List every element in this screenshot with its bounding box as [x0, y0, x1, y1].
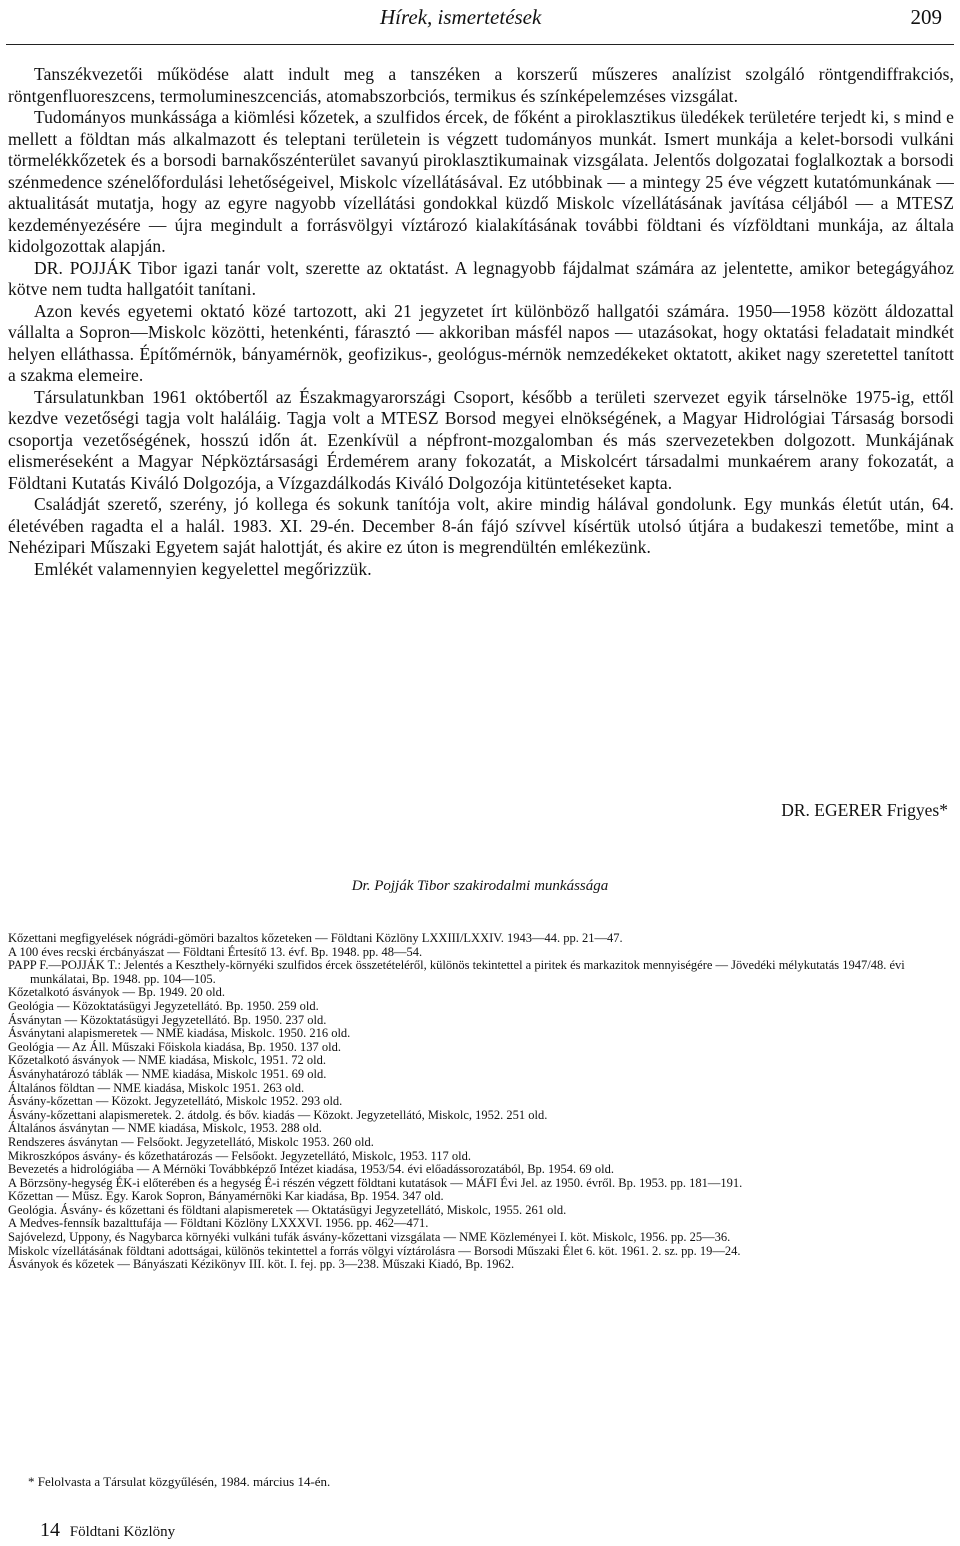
footer-journal: Földtani Közlöny [69, 1524, 176, 1540]
bibliography-entry: Kőzetalkotó ásványok — NME kiadása, Miskolc, 1951. 72 old. [8, 1053, 327, 1068]
bibliography-entry: Általános ásványtan — NME kiadása, Miskolc, 1953. 288 old. [8, 1121, 322, 1136]
paragraph: Emlékét valamennyien kegyelettel megőrizzük. [34, 558, 372, 579]
bibliography-entry: Általános földtan — NME kiadása, Miskolc 1951. 263 old. [8, 1080, 305, 1095]
bibliography-entry: Bevezetés a hidrológiába — A Mérnöki Továbbképző Intézet kiadása, 1953/54. évi előadássorozatából, Bp. 1954. 69 old. [8, 1162, 615, 1177]
bibliography-entry: Miskolc vízellátásának földtani adottságai, különös tekintettel a forrás völgyi víztárolásra — Borsodi Műszaki Élet 6. köt. 1961. 2. sz. pp. 19—24. [8, 1243, 741, 1258]
bibliography-entry: A 100 éves recski ércbányászat — Földtani Értesítő 13. évf. Bp. 1948. pp. 48—54. [8, 944, 423, 959]
page-number: 209 [910, 5, 942, 29]
bibliography-entry: Ásványhatározó táblák — NME kiadása, Miskolc 1951. 69 old. [8, 1066, 327, 1081]
bibliography-entry: Kőzettan — Műsz. Egy. Karok Sopron, Bányamérnöki Kar kiadása, Bp. 1954. 347 old. [8, 1189, 444, 1204]
bibliography-entry: Ásványtan — Közoktatásügyi Jegyzetellátó. Bp. 1950. 237 old. [8, 1012, 327, 1027]
bibliography-title: Dr. Pojják Tibor szakirodalmi munkássága [351, 878, 609, 894]
bibliography-entry: Sajóvelezd, Uppony, és Nagybarca környéki vulkáni tufák ásvány-kőzettani vizsgálata — NME Közleményei I. köt. Miskolc, 1956. pp. 25—36. [8, 1230, 731, 1245]
bibliography-entry: Mikroszkópos ásvány- és kőzethatározás — Felsőokt. Jegyzetellátó, Miskolc, 1953. 117 old. [8, 1148, 471, 1163]
paragraph: Azon kevés egyetemi oktató közé tartozott, aki 21 jegyzetet írt különböző hallgatói számára. 1950—1958 között áldozattal vállalta a Sopron—Miskolc közötti, hetenkénti, fárasztó — akkoriban másfél napos — utazásokat, hogy oktatási feladatait mindkét helyen elláthassa. Építőmérnök, bányamérnök, geofizikus-, geológus-mérnök nemzedékeket oktatott, akiket nagy szeretettel tanított a szakma elemeire. [8, 300, 954, 385]
paragraph: DR. POJJÁK Tibor igazi tanár volt, szerette az oktatást. A legnagyobb fájdalmat számára az jelentette, amikor betegágyához kötve nem tudta hallgatóit tanítani. [8, 257, 954, 299]
bibliography-entry: Geológia. Ásvány- és kőzettani és földtani alapismeretek — Oktatásügyi Jegyzetellátó, Miskolc, 1955. 261 old. [8, 1202, 567, 1217]
footnote: * Felolvasta a Társulat közgyűlésén, 1984. március 14-én. [28, 1474, 331, 1489]
bibliography-entry: Rendszeres ásványtan — Felsőokt. Jegyzetellátó, Miskolc 1953. 260 old. [8, 1134, 374, 1149]
paragraph: Tudományos munkássága a kiömlési kőzetek, a szulfidos ércek, de főként a piroklasztikus üledékek területére terjedt ki, s mind e mellett a földtan más alkalmazott és teleptani területein is végzett tudományos munkát. Ismert munkája a kelet-borsodi vulkáni törmelékkőzetek és a borsodi barnakőszénterület savanyú piroklasztikumainak vizsgálata. Jelentős dolgozatai foglalkoztak a borsodi szénmedence szénelőfordulási lehetőségeivel, Miskolc vízellátásával. Ez utóbbinak — a mintegy 25 éve végzett kutatómunkának — aktualitását mutatja, hogy az egyre nagyobb vízellátási gondokkal küzdő Miskolc vízellátásának javítása céljából — a MTESZ kezdeményezésére — újra megindult a forrásvölgyi víztározó kialakításának további földtani és vízföldtani munkája, az általa kidolgozottak alapján. [8, 107, 954, 256]
article-body [8, 64, 954, 580]
paragraph: Családját szerető, szerény, jó kollega és sokunk tanítója volt, akire mindig hálával gondolunk. Egy munkás életút után, 64. életévében ragadta el a halál. 1983. XI. 29-én. December 8-án fájó szívvel kísértük utolsó útjára a budakeszi temetőbe, mint a Nehézipari Műszaki Egyetem saját halottját, és akire ez úton is megrendültén emlékezünk. [8, 494, 954, 557]
bibliography-entry: A Börzsöny-hegység ÉK-i előterében és a hegység É-i részén végzett földtani kutatások — MÁFI Évi Jel. az 1950. évről. Bp. 1953. pp. 181—191. [8, 1175, 743, 1190]
bibliography-entry: Kőzetalkotó ásványok — Bp. 1949. 20 old. [8, 985, 225, 1000]
paragraph: Tanszékvezetői működése alatt indult meg a tanszéken a korszerű műszeres analízist szolgáló röntgendiffrakciós, röntgenfluoreszcens, termolumineszcenciás, atomabszorbciós, termikus és színképelemzéses vizsgálat. [8, 64, 954, 106]
bibliography-entry: Ásványtani alapismeretek — NME kiadása, Miskolc. 1950. 216 old. [8, 1026, 351, 1041]
bibliography-entry: Ásványok és kőzetek — Bányászati Kézikönyv III. köt. I. fej. pp. 3—238. Műszaki Kiadó, Bp. 1962. [8, 1257, 515, 1272]
page-footer [40, 1519, 175, 1542]
bibliography-entry: Ásvány-kőzettan — Közokt. Jegyzetellátó, Miskolc 1952. 293 old. [8, 1094, 343, 1109]
bibliography-entry: Geológia — Közoktatásügyi Jegyzetellátó. Bp. 1950. 259 old. [8, 998, 319, 1013]
bibliography-entry: Ásvány-kőzettani alapismeretek. 2. átdolg. és bőv. kiadás — Közokt. Jegyzetellátó, Miskolc, 1952. 251 old. [8, 1107, 548, 1122]
paragraph: Társulatunkban 1961 októbertől az Északmagyarországi Csoport, később a területi szervezet egyik társelnöke 1975-ig, ettől kezdve vezetőségi tagja volt haláláig. Tagja volt a MTESZ Borsod megyei elnökségének, a Magyar Hidrológiai Társaság borsodi csoportja vezetőségének, hosszú időn át. Ezenkívül a népfront-mozgalomban és más szervezetekben dolgozott. Munkájának elismeréseként a Magyar Népköztársasági Érdemérem arany fokozatát, a Miskolcért társadalmi munkaérem arany fokozatát, a Földtani Kutatás Kiváló Dolgozója, a Vízgazdálkodás Kiváló Dolgozója kitüntetéseket kapta. [8, 386, 954, 493]
bibliography-entry: Geológia — Az Áll. Műszaki Főiskola kiadása, Bp. 1950. 137 old. [8, 1039, 341, 1054]
footer-number: 14 [40, 1519, 60, 1541]
bibliography-list [8, 932, 953, 1272]
author-signature: DR. EGERER Frigyes* [781, 800, 948, 820]
running-title: Hírek, ismertetések [380, 5, 542, 29]
bibliography-entry: A Medves-fennsík bazalttufája — Földtani Közlöny LXXXVI. 1956. pp. 462—471. [8, 1216, 429, 1231]
bibliography-entry: Kőzettani megfigyelések nógrádi-gömöri bazaltos kőzeteken — Földtani Közlöny LXXIII/LXXIV. 1943—44. pp. 21—47. [8, 931, 623, 945]
bibliography-entry: PAPP F.—POJJÁK T.: Jelentés a Keszthely-környéki szulfidos ércek összetételéről, különös tekintettel a piritek és markazitok mennyiségére — Jövedéki mélykutatás 1947/48. évi munkálatai, Bp. 1948. pp. 104—105. [8, 958, 905, 986]
page-header [6, 0, 954, 45]
